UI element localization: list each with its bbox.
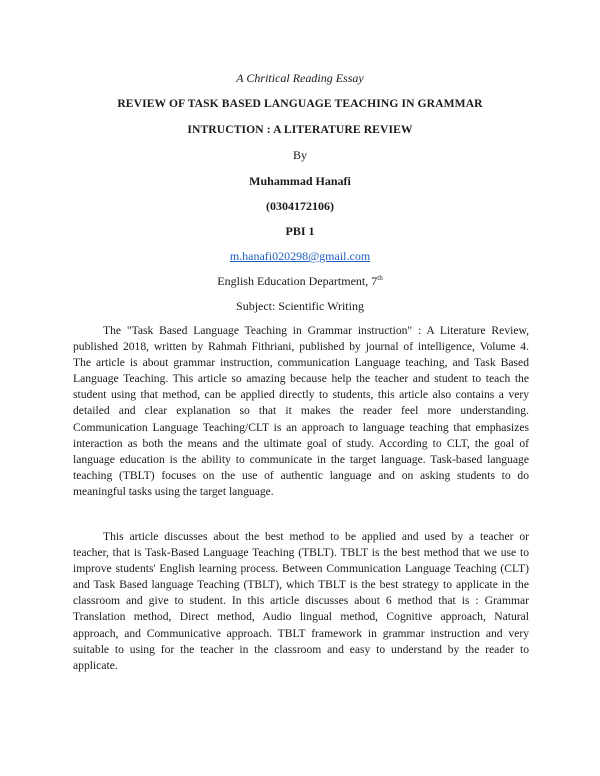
paragraph-1-line: language education is the ability to communicate in the target language. Task-based language [73, 452, 529, 466]
paragraph-2-line: This article discusses about the best method to be applied and used by a teacher or [103, 530, 529, 543]
paragraph-1-line: Communication Language Teaching/CLT is an approach to language teaching that emphasizes [73, 420, 529, 434]
paragraph-1-line: detailed and clear explanation so that it makes the reader feel more understanding. [73, 404, 529, 418]
paragraph-2-line: classroom and give to student. In this article discusses about 6 method that is : Grammar [73, 594, 529, 608]
student-id: (0304172106) [266, 199, 334, 213]
class-label: PBI 1 [285, 224, 315, 238]
department-text: English Education Department, 7 [217, 274, 378, 288]
department-line [0, 273, 600, 289]
paragraph-1-line: Language Teaching. This article so amazing because help the teacher and student to teach the [73, 372, 529, 386]
paragraph-1-line: interaction as both the means and the ultimate goal of study. According to CLT, the goal of [73, 436, 529, 450]
email-line [0, 248, 600, 264]
paragraph-1-line: student using that method, can be applied directly to students, this article also contains a very [73, 388, 529, 402]
paragraph-1-line: The article is about grammar instruction, communication Language teaching, and Task Based [73, 356, 529, 370]
paragraph-2-line: applicate. [73, 658, 118, 672]
title-line-2: INTRUCTION : A LITERATURE REVIEW [187, 123, 413, 136]
title-line-1: REVIEW OF TASK BASED LANGUAGE TEACHING IN GRAMMAR [117, 97, 483, 110]
email-link[interactable]: m.hanafi020298@gmail.com [229, 249, 371, 263]
author-name: Muhammad Hanafi [249, 174, 351, 188]
paragraph-2-line: teacher, that is Task-Based Language Teaching (TBLT). TBLT is the best method that we use to [73, 546, 529, 560]
paragraph-1-line: meaningful tasks using the target language. [73, 484, 274, 498]
by-label: By [292, 148, 307, 162]
subject-line: Subject: Scientific Writing [236, 299, 364, 313]
essay-type: A Chritical Reading Essay [236, 71, 364, 85]
paragraph-1-line: The "Task Based Language Teaching in Grammar instruction" : A Literature Review, [103, 324, 529, 337]
department-superscript: th [377, 274, 383, 282]
paragraph-1-line: teaching (TBLT) focuses on the use of authentic language and on asking students to do [73, 468, 529, 482]
paragraph-1 [73, 323, 529, 500]
paragraph-2-line: approach, and Communicative approach. TBLT framework in grammar instruction and very [73, 626, 529, 640]
paragraph-2-line: and Task Based language Teaching (TBLT), which TBLT is the best strategy to applicate in the [73, 578, 529, 592]
paragraph-2 [73, 529, 529, 674]
paragraph-1-line: published 2018, written by Rahmah Fithriani, published by journal of intelligence, Volume 4. [73, 340, 529, 354]
paragraph-2-line: Translation method, Direct method, Audio lingual method, Cognitive approach, Natural [73, 610, 529, 624]
paragraph-2-line: suitable to using for the teacher in the classroom and easy to understand by the reader to [73, 642, 529, 656]
paragraph-2-line: improve students' English learning process. Between Communication Language Teaching (CLT) [73, 562, 529, 576]
